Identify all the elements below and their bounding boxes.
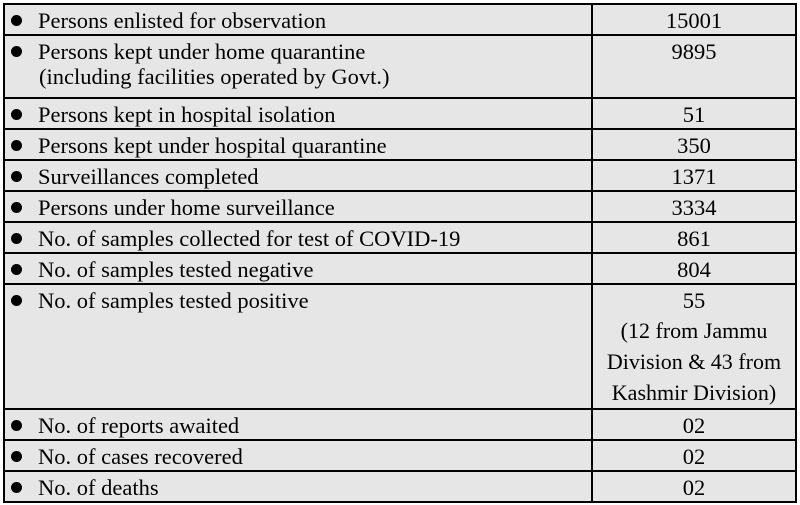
row-label: No. of deaths xyxy=(38,475,159,500)
row-label-cell xyxy=(4,409,592,440)
row-value-note-line: Division & 43 from xyxy=(606,349,782,374)
table-row xyxy=(4,35,796,98)
row-label: No. of samples collected for test of COVID-19 xyxy=(38,226,461,251)
row-label-cell xyxy=(4,191,592,222)
row-value-cell xyxy=(592,160,796,191)
table-row xyxy=(4,98,796,129)
row-value: 15001 xyxy=(665,8,723,33)
row-value-cell xyxy=(592,98,796,129)
row-label-cell xyxy=(4,471,592,502)
table-row xyxy=(4,284,796,409)
row-label: No. of samples tested positive xyxy=(38,288,309,313)
row-value: 350 xyxy=(677,133,711,158)
bullet-icon xyxy=(11,15,22,26)
row-value: 861 xyxy=(677,226,711,251)
row-value-cell xyxy=(592,4,796,35)
row-value-cell xyxy=(592,284,796,409)
bullet-icon xyxy=(11,202,22,213)
row-value: 3334 xyxy=(671,195,717,220)
bullet-icon xyxy=(11,109,22,120)
row-value-note-line: (12 from Jammu xyxy=(620,318,768,343)
row-label: Surveillances completed xyxy=(38,164,259,189)
table-row xyxy=(4,4,796,35)
table-row xyxy=(4,160,796,191)
row-label-cell xyxy=(4,98,592,129)
table-row xyxy=(4,253,796,284)
row-value: 804 xyxy=(677,257,711,282)
row-label: No. of reports awaited xyxy=(38,413,240,438)
table-row xyxy=(4,440,796,471)
row-value: 02 xyxy=(682,444,706,469)
row-value: 9895 xyxy=(671,39,717,64)
table-row xyxy=(4,409,796,440)
row-value: 02 xyxy=(682,413,706,438)
row-label: Persons enlisted for observation xyxy=(38,8,327,33)
row-label-cell xyxy=(4,440,592,471)
row-value-cell xyxy=(592,409,796,440)
row-value-cell xyxy=(592,253,796,284)
row-label: Persons kept in hospital isolation xyxy=(38,102,336,127)
row-label: No. of samples tested negative xyxy=(38,257,314,282)
bullet-icon xyxy=(11,264,22,275)
row-value: 51 xyxy=(682,102,706,127)
bullet-icon xyxy=(11,140,22,151)
row-label-cell xyxy=(4,129,592,160)
row-label-cell xyxy=(4,222,592,253)
covid-statistics-table xyxy=(3,3,797,503)
row-value: 1371 xyxy=(671,164,717,189)
row-label: No. of cases recovered xyxy=(38,444,243,469)
row-label-cell xyxy=(4,253,592,284)
row-value-cell xyxy=(592,222,796,253)
table-row xyxy=(4,471,796,502)
bullet-icon xyxy=(11,420,22,431)
bullet-icon xyxy=(11,295,22,306)
bullet-icon xyxy=(11,46,22,57)
row-value-cell xyxy=(592,35,796,98)
table-row xyxy=(4,129,796,160)
row-value-cell xyxy=(592,129,796,160)
bullet-icon xyxy=(11,482,22,493)
bullet-icon xyxy=(11,171,22,182)
row-value-note xyxy=(593,315,795,408)
row-value: 02 xyxy=(682,475,706,500)
row-label: Persons under home surveillance xyxy=(38,195,335,220)
row-value-cell xyxy=(592,191,796,222)
row-value: 55 xyxy=(682,288,706,313)
row-label-cell xyxy=(4,35,592,98)
row-label: Persons kept under hospital quarantine xyxy=(38,133,387,158)
table-row xyxy=(4,191,796,222)
table-row xyxy=(4,222,796,253)
row-label-continuation: (including facilities operated by Govt.) xyxy=(39,64,390,89)
row-label: Persons kept under home quarantine xyxy=(38,39,366,64)
row-value-note-line: Kashmir Division) xyxy=(611,380,777,405)
row-value-cell xyxy=(592,440,796,471)
bullet-icon xyxy=(11,233,22,244)
row-label-cell xyxy=(4,160,592,191)
row-label-cell xyxy=(4,4,592,35)
row-label-cell xyxy=(4,284,592,409)
bullet-icon xyxy=(11,451,22,462)
row-value-cell xyxy=(592,471,796,502)
